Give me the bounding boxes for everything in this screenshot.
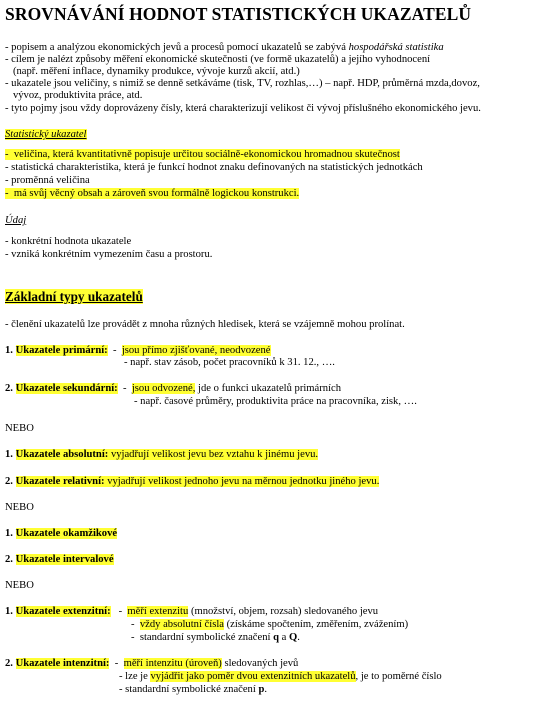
intro-line-4: - ukazatele jsou veličiny, s nimiž se denně setkáváme (tisk, TV, rozhlas,…) – např. HDP, průměrná mzda,dovoz, [5,78,480,89]
types-intro: - členění ukazatelů lze provádět z mnoha různých hledisek, která se vzájemně mohou prolínat. [5,319,405,330]
item-absolute: 1. Ukazatele absolutní: vyjadřují velikost jevu bez vztahu k jinému jevu. [5,449,319,460]
item-extensive: 1. Ukazatele extenzitní: - měří extenzitu (množství, objem, rozsah) sledovaného jevu [5,606,379,617]
item-intensive-sub-2: - standardní symbolické značení p. [119,684,267,695]
intro-line-2: - cílem je nalézt způsoby měření ekonomické skutečnosti (ve formě ukazatelů) a jejího vyhodnocení [5,54,431,65]
intro-line-6: - tyto pojmy jsou vždy doprovázeny čísly, která charakterizují velikost či vývoj příslušného ekonomického jevu. [5,103,481,114]
nebo-2: NEBO [5,502,34,513]
intro-term: hospodářská statistika [348,42,444,53]
item-primary: 1. Ukazatele primární: - jsou přímo zjišťované, neodvozené [5,345,271,356]
stat-bullet-2: - statistická charakteristika, která je funkcí hodnot znaku definovaných na statistických jednotkách [5,162,423,173]
types-heading: Základní typy ukazatelů [5,289,143,304]
item-relative: 2. Ukazatele relativní: vyjadřují velikost jednoho jevu na měrnou jednotku jiného jevu. [5,476,380,487]
stat-bullet-3: - proměnná veličina [5,175,90,186]
udaj-bullet-2: - vzniká konkrétním vymezením času a prostoru. [5,249,213,260]
item-intensive: 2. Ukazatele intenzitní: - měří intenzitu (úroveň) sledovaných jevů [5,658,299,669]
intro-text: - popisem a analýzou ekonomických jevů a procesů pomocí ukazatelů se zabývá [5,42,349,53]
stat-bullet-1: - veličina, která kvantitativně popisuje určitou sociálně-ekonomickou hromadnou skutečnost [5,149,400,160]
item-secondary: 2. Ukazatele sekundární: - jsou odvozené, jde o funkci ukazatelů primárních [5,383,342,394]
item-primary-sub: - např. stav zásob, počet pracovníků k 31. 12., …. [124,357,335,368]
item-extensive-sub-1: - vždy absolutní čísla (získáme spočtením, změřením, zvážením) [131,619,409,630]
intro-line-3: (např. měření inflace, dynamiky produkce, vývoje kurzů akcií, atd.) [5,66,300,77]
intro-line-1 [5,42,444,54]
udaj-bullet-1: - konkrétní hodnota ukazatele [5,236,132,247]
intro-line-5: vývoz, produktivita práce, atd. [5,90,143,101]
udaj-heading: Údaj [5,215,27,226]
item-intensive-sub-1: - lze je vyjádřit jako poměr dvou extenzitních ukazatelů, je to poměrné číslo [119,671,442,682]
stat-heading: Statistický ukazatel [5,129,87,140]
page-title: SROVNÁVÁNÍ HODNOT STATISTICKÝCH UKAZATELŮ [5,4,472,24]
item-secondary-sub: - např. časové průměry, produktivita práce na pracovníka, zisk, …. [134,396,417,407]
item-interval: 2. Ukazatele intervalové [5,554,114,565]
nebo-1: NEBO [5,423,34,434]
stat-bullet-4: - má svůj věcný obsah a zároveň svou formálně logickou konstrukci. [5,188,300,199]
item-extensive-sub-2: - standardní symbolické značení q a Q. [131,632,300,643]
nebo-3: NEBO [5,580,34,591]
item-instant: 1. Ukazatele okamžikové [5,528,118,539]
